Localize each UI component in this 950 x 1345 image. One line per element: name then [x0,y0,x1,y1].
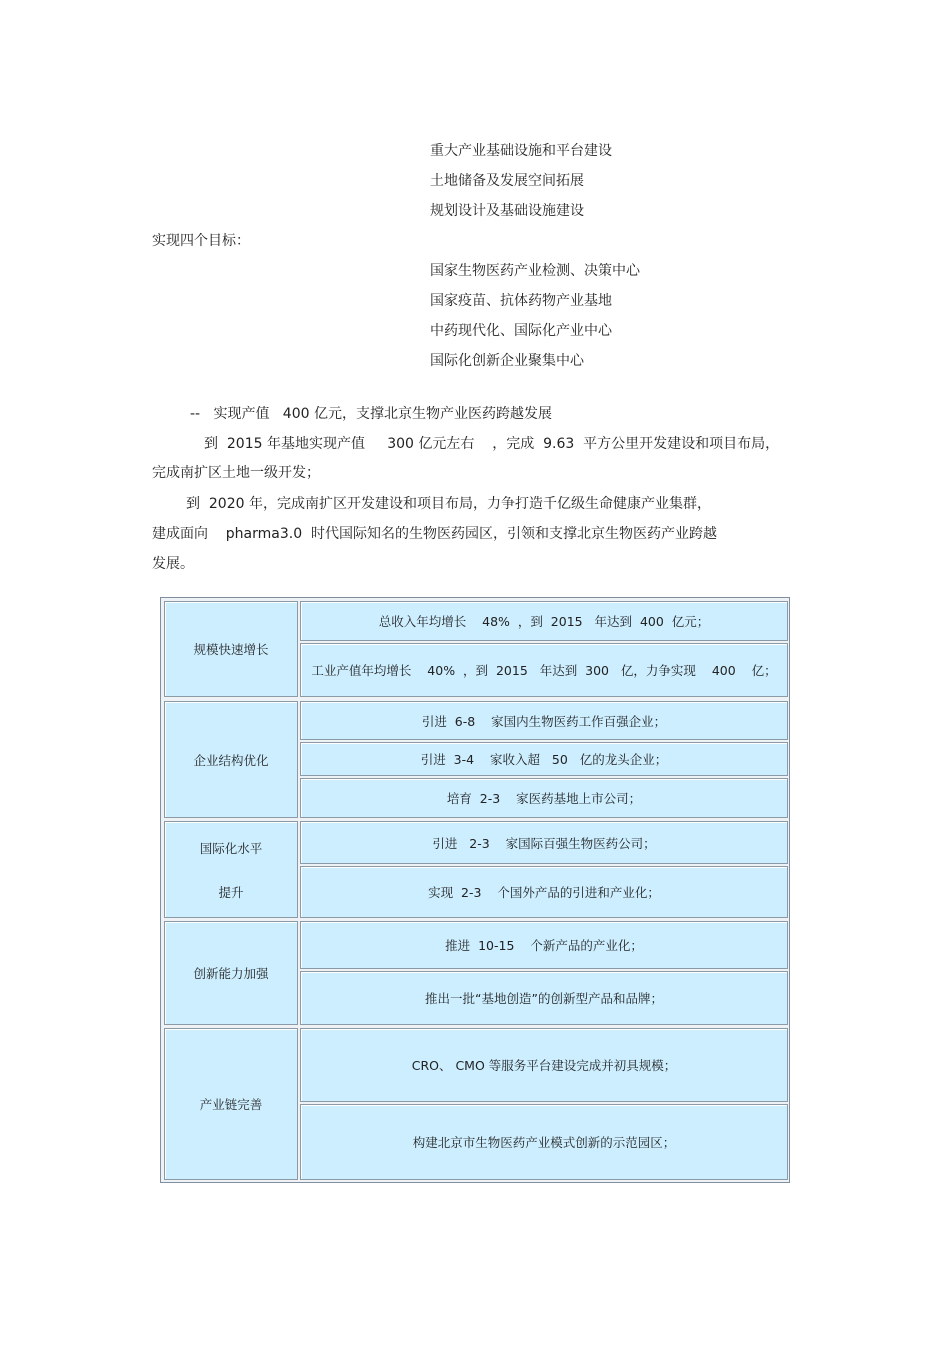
paragraph-2-line-1: 到 2015 年基地实现产值 300 亿元左右 ，完成 9.63 平方公里开发建设和项目布局， [204,436,780,452]
paragraph-2-line-2: 完成南扩区土地一级开发； [152,465,320,481]
paragraph-1: -- 实现产值 400 亿元，支撑北京生物产业医药跨越发展 [190,406,552,422]
category-cell [164,701,298,818]
category-label: 国际化水平 [199,840,263,856]
table-cell: 引进 3-4 家收入超 50 亿的龙头企业； [300,742,788,776]
goal-item: 国际化创新企业聚集中心 [430,353,584,369]
category-label: 企业结构优化 [193,752,269,768]
category-label: 提升 [218,884,244,900]
paragraph-3-line-2: 建成面向 pharma3.0 时代国际知名的生物医药园区，引领和支撑北京生物医药产业跨越 [152,526,718,542]
category-cell [164,821,298,918]
table-cell: 推出一批“基地创造”的创新型产品和品牌； [300,971,788,1025]
goals-table [160,597,790,1183]
intro-item: 规划设计及基础设施建设 [430,203,584,219]
table-cell: 推进 10-15 个新产品的产业化； [300,921,788,969]
goal-item: 国家疫苗、抗体药物产业基地 [430,293,612,309]
category-cell [164,921,298,1025]
goals-heading: 实现四个目标： [152,233,250,249]
category-label: 创新能力加强 [193,966,269,981]
paragraph-3-line-1: 到 2020 年，完成南扩区开发建设和项目布局，力争打造千亿级生命健康产业集群， [186,496,711,512]
table-cell: 引进 2-3 家国际百强生物医药公司； [300,821,788,864]
goal-item: 中药现代化、国际化产业中心 [430,323,612,339]
category-label: 规模快速增长 [193,642,269,657]
intro-item: 土地储备及发展空间拓展 [430,173,584,189]
table-cell: 培育 2-3 家医药基地上市公司； [300,778,788,818]
paragraph-3-line-3: 发展。 [152,556,194,572]
category-label: 产业链完善 [199,1097,263,1112]
table-cell: 总收入年均增长 48% ，到 2015 年达到 400 亿元； [300,601,788,641]
table-cell: 引进 6-8 家国内生物医药工作百强企业； [300,701,788,740]
table-cell: CRO、 CMO 等服务平台建设完成并初具规模； [300,1028,788,1102]
category-cell [164,1028,298,1180]
table-cell: 实现 2-3 个国外产品的引进和产业化； [300,866,788,918]
category-cell [164,601,298,697]
intro-item: 重大产业基础设施和平台建设 [430,143,612,159]
table-cell: 构建北京市生物医药产业模式创新的示范园区； [300,1104,788,1180]
goal-item: 国家生物医药产业检测、决策中心 [430,263,640,279]
table-cell: 工业产值年均增长 40% ，到 2015 年达到 300 亿，力争实现 400 亿； [300,643,788,697]
